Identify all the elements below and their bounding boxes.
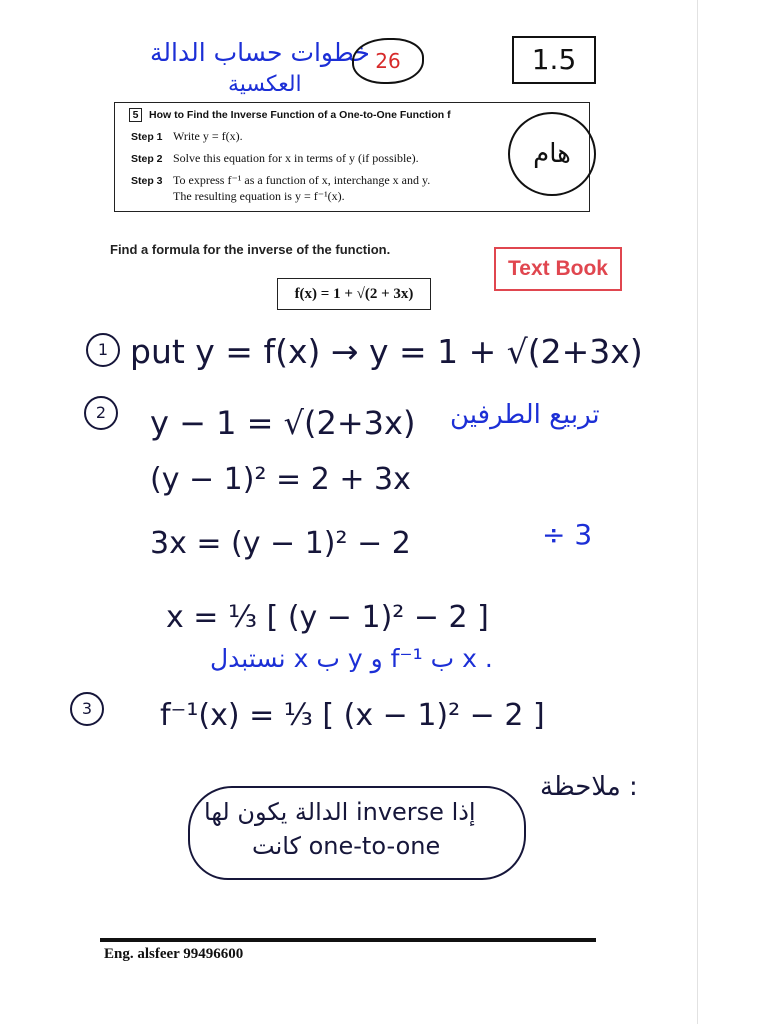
step-label: Step 3 [131, 175, 163, 187]
solution-line-1: put y = f(x) → y = 1 + √(2+3x) [130, 332, 643, 371]
note-line-1: الدالة يكون لها inverse إذا [204, 798, 476, 826]
step-3 [131, 173, 430, 188]
page-badge: 26 [352, 38, 424, 84]
solution-line-4: 3x = (y − 1)² − 2 [150, 526, 411, 561]
step-marker-3: 3 [70, 692, 104, 726]
footer-author: Eng. alsfeer 99496600 [104, 946, 244, 962]
problem-prompt: Find a formula for the inverse of the function. [110, 242, 391, 257]
section-number-box: 1.5 [512, 36, 596, 84]
page-edge [697, 0, 698, 1024]
procedure-number: 5 [129, 108, 142, 122]
note-label: ملاحظة : [540, 772, 638, 802]
divide-note: ÷ 3 [542, 518, 593, 551]
solution-line-6: f⁻¹(x) = ⅓ [ (x − 1)² − 2 ] [160, 698, 545, 733]
title-arabic-line1: خطوات حساب الدالة [150, 38, 370, 67]
note-line-2: كانت one-to-one [252, 832, 441, 860]
note-swap-variables: نستبدل x ب y و f⁻¹ ب x . [210, 644, 493, 673]
procedure-title: How to Find the Inverse Function of a One-to-One Function f [149, 109, 451, 121]
step-label: Step 2 [131, 153, 163, 165]
important-label: هام [508, 112, 596, 196]
step-marker-2: 2 [84, 396, 118, 430]
title-arabic-line2: العكسية [228, 72, 302, 97]
step-text: To express f⁻¹ as a function of x, interchange x and y. [173, 173, 431, 187]
function-box: f(x) = 1 + √(2 + 3x) [277, 278, 431, 310]
step-3-continuation: The resulting equation is y = f⁻¹(x). [173, 189, 345, 203]
procedure-heading [129, 108, 451, 122]
solution-line-3: (y − 1)² = 2 + 3x [150, 462, 411, 497]
step-2 [131, 151, 419, 166]
source-label: Text Book [494, 247, 622, 291]
note-square-both-sides: تربيع الطرفين [450, 400, 600, 430]
step-label: Step 1 [131, 131, 163, 143]
step-text: Solve this equation for x in terms of y (if possible). [173, 151, 419, 165]
step-marker-1: 1 [86, 333, 120, 367]
solution-line-5: x = ⅓ [ (y − 1)² − 2 ] [166, 600, 489, 635]
solution-line-2: y − 1 = √(2+3x) [150, 404, 416, 442]
step-text: Write y = f(x). [173, 129, 243, 143]
step-1 [131, 129, 243, 144]
footer-rule [100, 938, 596, 942]
